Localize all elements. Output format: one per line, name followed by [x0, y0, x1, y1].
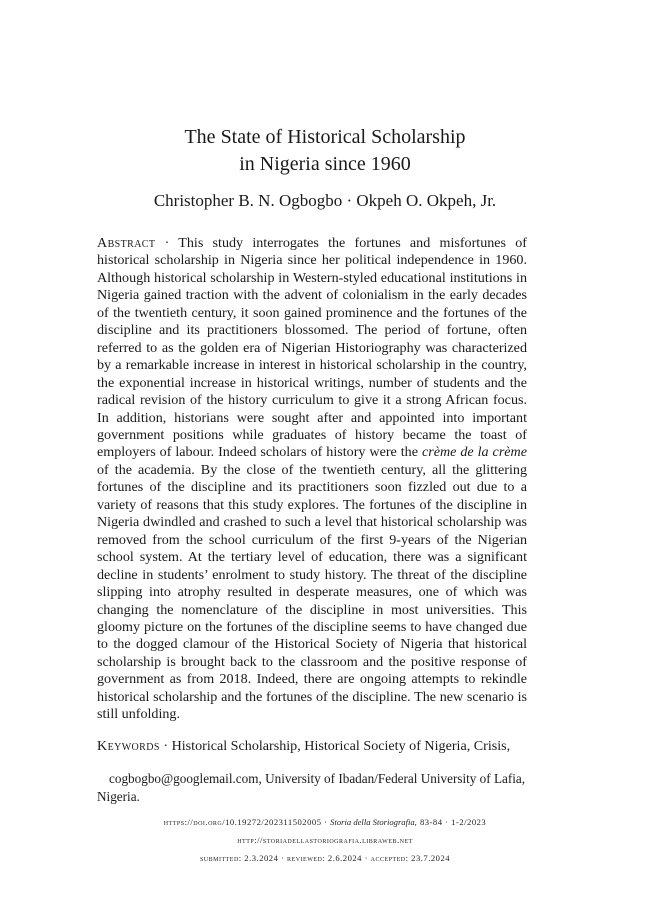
- abstract-label: Abstract: [97, 235, 156, 251]
- journal-name: Storia della Storiografia: [330, 817, 415, 827]
- author-affiliation: cogbogbo@googlemail.com, University of Ibadan/Federal University of Lafia, Nigeria.: [97, 771, 526, 804]
- keywords-text: Historical Scholarship, Historical Society of Nigeria, Crisis,: [171, 738, 511, 754]
- submission-dates: submitted: 2.3.2024 · reviewed: 2.6.2024 · accepted: 23.7.2024: [199, 853, 451, 863]
- issue-info: , 83-84 · 1-2/2023: [414, 817, 487, 827]
- doi-citation-line: [0, 816, 650, 828]
- abstract-text-part-1: This study interrogates the fortunes and misfortunes of historical scholarship in Nigeria since her political independence in 1960. Although historical scholarship in Western-styled educational institutions in Nigeria gained traction with the advent of colonialism in the early decades of the twentieth century, it soon gained prominence and the fortunes of the discipline and its practitioners blossomed. The period of fortune, often referred to as the golden era of Nigerian Historiography was characterized by a remarkable increase in interest in historical scholarship in the country, the exponential increase in historical writings, number of students and the radical revision of the history curriculum to give it a strong African focus. In addition, historians were sought after and appointed into important government positions while graduates of history became the toast of employers of labour. Indeed scholars of history were the: [97, 235, 527, 461]
- author-names: Christopher B. N. Ogbogbo · Okpeh O. Okpeh, Jr.: [153, 191, 497, 210]
- title-line-2: in Nigeria since 1960: [239, 153, 411, 175]
- abstract-text-part-2: of the academia. By the close of the twentieth century, all the glittering fortunes of the discipline and its practitioners soon fizzled out due to a variety of reasons that this study explores. The fortunes of the discipline in Nigeria dwindled and crashed to such a level that historical scholarship was removed from the school curriculum of the first 9-years of the Nigerian school system. At the tertiary level of education, there was a significant decline in students’ enrolment to study history. The threat of the discipline slipping into atrophy resulted in desperate measures, one of which was changing the nomenclature of the discipline in most universities. This gloomy picture on the fortunes of the discipline seems to have changed due to the dogged clamour of the Historical Society of Nigeria that historical scholarship is brought back to the classroom and the positive response of government as from 2018. Indeed, there are ongoing attempts to rekindle historical scholarship and the fortunes of the discipline. The new scenario is still unfolding.: [97, 461, 527, 723]
- keywords-separator: ·: [159, 738, 172, 754]
- paper-title: [0, 124, 650, 178]
- abstract-paragraph: [97, 235, 527, 724]
- doi-link[interactable]: https://doi.org/10.19272/202311502005 ·: [163, 817, 331, 827]
- title-line-1: The State of Historical Scholarship: [184, 126, 466, 148]
- journal-website-link[interactable]: http://storiadellastoriografia.libraweb.net: [237, 835, 413, 845]
- abstract-separator: ·: [155, 235, 179, 251]
- keywords-line: [97, 737, 537, 755]
- keywords-label: Keywords: [97, 738, 160, 754]
- abstract-italic-phrase: crème de la crème: [421, 444, 527, 461]
